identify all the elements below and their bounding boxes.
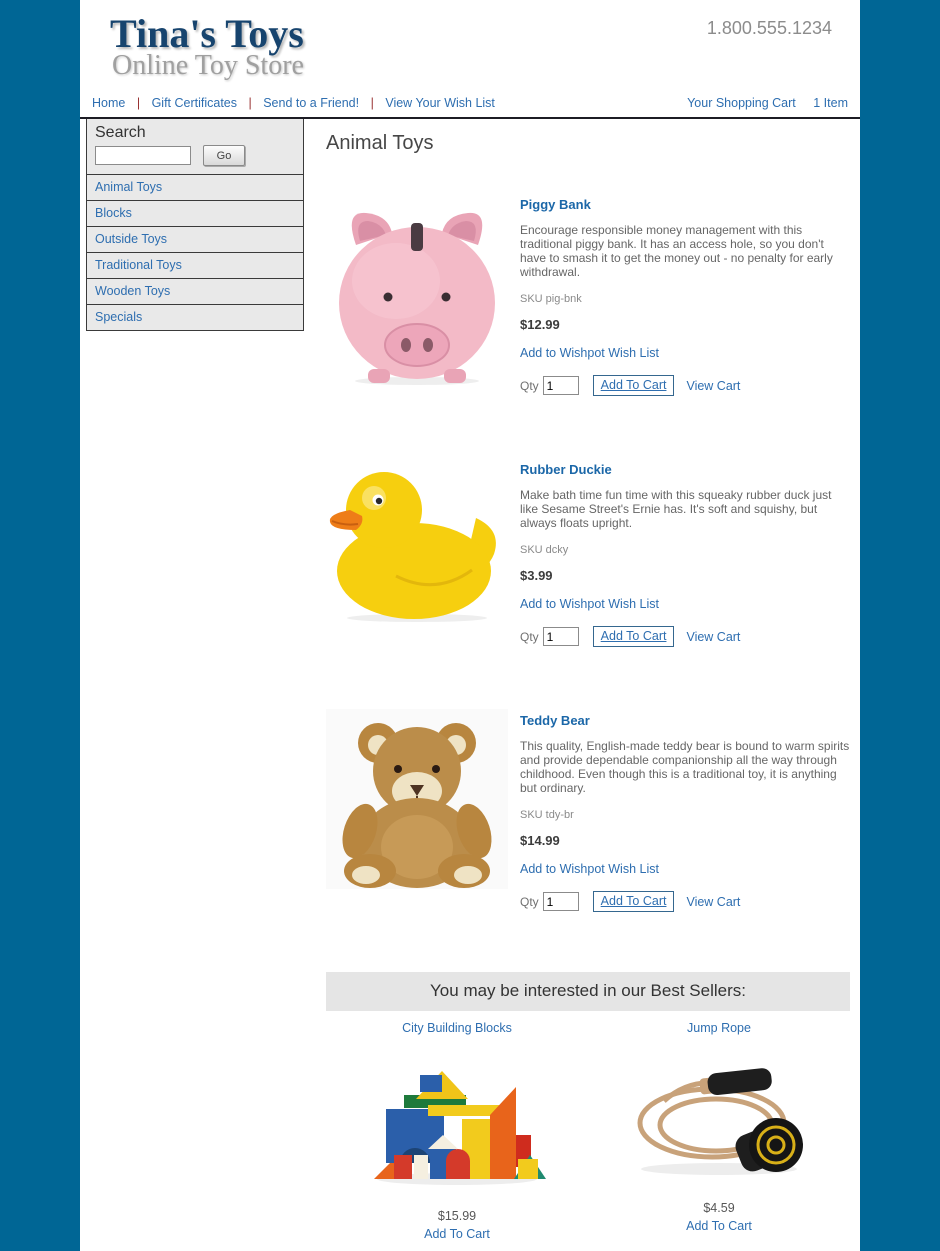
content-area bbox=[80, 119, 860, 1241]
header bbox=[80, 0, 860, 96]
best-seller-add-to-cart-link[interactable]: Add To Cart bbox=[686, 1219, 752, 1233]
product-description: Encourage responsible money management with this traditional piggy bank. It has an access hole, so you don't have to smash it to get the money out - no penalty for early withdrawal. bbox=[520, 223, 833, 279]
product-price: $12.99 bbox=[520, 317, 560, 332]
nav-separator: | bbox=[248, 96, 252, 110]
piggy-bank-image[interactable] bbox=[326, 193, 508, 396]
product-sku: SKU pig-bnk bbox=[520, 293, 582, 305]
view-cart-link[interactable]: View Cart bbox=[686, 629, 741, 644]
qty-label: Qty bbox=[520, 378, 539, 393]
product-info bbox=[520, 709, 850, 912]
add-to-wishlist-link[interactable]: Add to Wishpot Wish List bbox=[520, 597, 659, 611]
best-seller-name-link[interactable]: City Building Blocks bbox=[402, 1021, 512, 1035]
nav-separator: | bbox=[136, 96, 141, 110]
store-logo-subtitle: Online Toy Store bbox=[112, 50, 304, 81]
qty-label: Qty bbox=[520, 629, 539, 644]
cart-item-count: 1 Item bbox=[813, 96, 848, 110]
sidebar-link-blocks[interactable]: Blocks bbox=[95, 206, 132, 220]
add-to-cart-button[interactable]: Add To Cart bbox=[593, 626, 675, 647]
add-to-cart-button[interactable]: Add To Cart bbox=[593, 891, 675, 912]
sidebar-link-traditional-toys[interactable]: Traditional Toys bbox=[95, 258, 182, 272]
navbar-cart-area bbox=[687, 96, 848, 110]
add-to-wishlist-link[interactable]: Add to Wishpot Wish List bbox=[520, 862, 659, 876]
sidebar-item-outside-toys[interactable] bbox=[86, 227, 304, 253]
best-seller-city-building-blocks bbox=[326, 1017, 588, 1241]
nav-separator: | bbox=[370, 96, 374, 110]
category-menu bbox=[86, 175, 304, 331]
navbar-links bbox=[92, 96, 495, 110]
product-price: $3.99 bbox=[520, 568, 553, 583]
navbar bbox=[80, 96, 860, 119]
nav-link-send-to-a-friend[interactable]: Send to a Friend! bbox=[263, 96, 360, 110]
rubber-duckie-image[interactable] bbox=[326, 458, 508, 647]
sidebar-item-traditional-toys[interactable] bbox=[86, 253, 304, 279]
product-info bbox=[520, 193, 850, 396]
sidebar-link-wooden-toys[interactable]: Wooden Toys bbox=[95, 284, 171, 298]
best-seller-price: $15.99 bbox=[437, 1209, 477, 1223]
search-label: Search bbox=[95, 124, 146, 141]
best-sellers-heading: You may be interested in our Best Sellers: bbox=[326, 972, 850, 1011]
product-row-teddy-bear bbox=[326, 709, 850, 912]
add-to-wishlist-link[interactable]: Add to Wishpot Wish List bbox=[520, 346, 659, 360]
add-to-cart-button[interactable]: Add To Cart bbox=[593, 375, 675, 396]
view-cart-link[interactable]: View Cart bbox=[686, 894, 741, 909]
product-sku: SKU dcky bbox=[520, 544, 569, 556]
best-sellers-section bbox=[326, 972, 850, 1241]
sidebar-item-animal-toys[interactable] bbox=[86, 175, 304, 201]
phone-number: 1.800.555.1234 bbox=[706, 18, 832, 38]
teddy-bear-image[interactable] bbox=[326, 709, 508, 912]
best-seller-jump-rope bbox=[588, 1017, 850, 1241]
best-seller-name-link[interactable]: Jump Rope bbox=[687, 1021, 751, 1035]
product-row-rubber-duckie bbox=[326, 458, 850, 647]
page-container bbox=[80, 0, 860, 1251]
page-title: Animal Toys bbox=[326, 132, 434, 154]
jump-rope-image[interactable] bbox=[624, 1061, 814, 1179]
best-seller-price: $4.59 bbox=[703, 1201, 735, 1215]
product-title-link[interactable]: Teddy Bear bbox=[520, 713, 590, 728]
sidebar bbox=[86, 119, 304, 331]
shopping-cart-link[interactable]: Your Shopping Cart bbox=[687, 96, 796, 110]
store-logo bbox=[110, 11, 304, 81]
nav-link-home[interactable]: Home bbox=[92, 96, 126, 110]
sidebar-link-outside-toys[interactable]: Outside Toys bbox=[95, 232, 168, 246]
building-blocks-image[interactable] bbox=[366, 1061, 548, 1187]
product-title-link[interactable]: Piggy Bank bbox=[520, 197, 591, 212]
best-seller-add-to-cart-link[interactable]: Add To Cart bbox=[424, 1227, 490, 1241]
product-info bbox=[520, 458, 850, 647]
product-description: Make bath time fun time with this squeaky rubber duck just like Sesame Street's Ernie has. It's soft and squishy, but always floats upright. bbox=[520, 488, 832, 530]
qty-input[interactable] bbox=[543, 892, 579, 911]
nav-link-view-wish-list[interactable]: View Your Wish List bbox=[385, 96, 495, 110]
product-sku: SKU tdy-br bbox=[520, 809, 574, 821]
product-title-link[interactable]: Rubber Duckie bbox=[520, 462, 612, 477]
qty-input[interactable] bbox=[543, 627, 579, 646]
product-description: This quality, English-made teddy bear is bound to warm spirits and provide dependable companionship all the way through childhood. Even though this is a traditional toy, it is anything but ordinary. bbox=[520, 739, 850, 795]
search-go-button[interactable]: Go bbox=[203, 145, 245, 166]
sidebar-item-blocks[interactable] bbox=[86, 201, 304, 227]
sidebar-item-specials[interactable] bbox=[86, 305, 304, 331]
buy-row bbox=[520, 891, 850, 912]
sidebar-link-animal-toys[interactable]: Animal Toys bbox=[95, 180, 163, 194]
search-panel bbox=[86, 119, 304, 175]
nav-link-gift-certificates[interactable]: Gift Certificates bbox=[151, 96, 237, 110]
view-cart-link[interactable]: View Cart bbox=[686, 378, 741, 393]
product-price: $14.99 bbox=[520, 833, 560, 848]
buy-row bbox=[520, 626, 850, 647]
buy-row bbox=[520, 375, 850, 396]
main-column bbox=[304, 119, 864, 1241]
sidebar-link-specials[interactable]: Specials bbox=[95, 310, 143, 324]
search-input[interactable] bbox=[95, 146, 191, 165]
qty-label: Qty bbox=[520, 894, 539, 909]
store-logo-title: Tina's Toys bbox=[110, 11, 304, 56]
product-row-piggy-bank bbox=[326, 193, 850, 396]
qty-input[interactable] bbox=[543, 376, 579, 395]
sidebar-item-wooden-toys[interactable] bbox=[86, 279, 304, 305]
